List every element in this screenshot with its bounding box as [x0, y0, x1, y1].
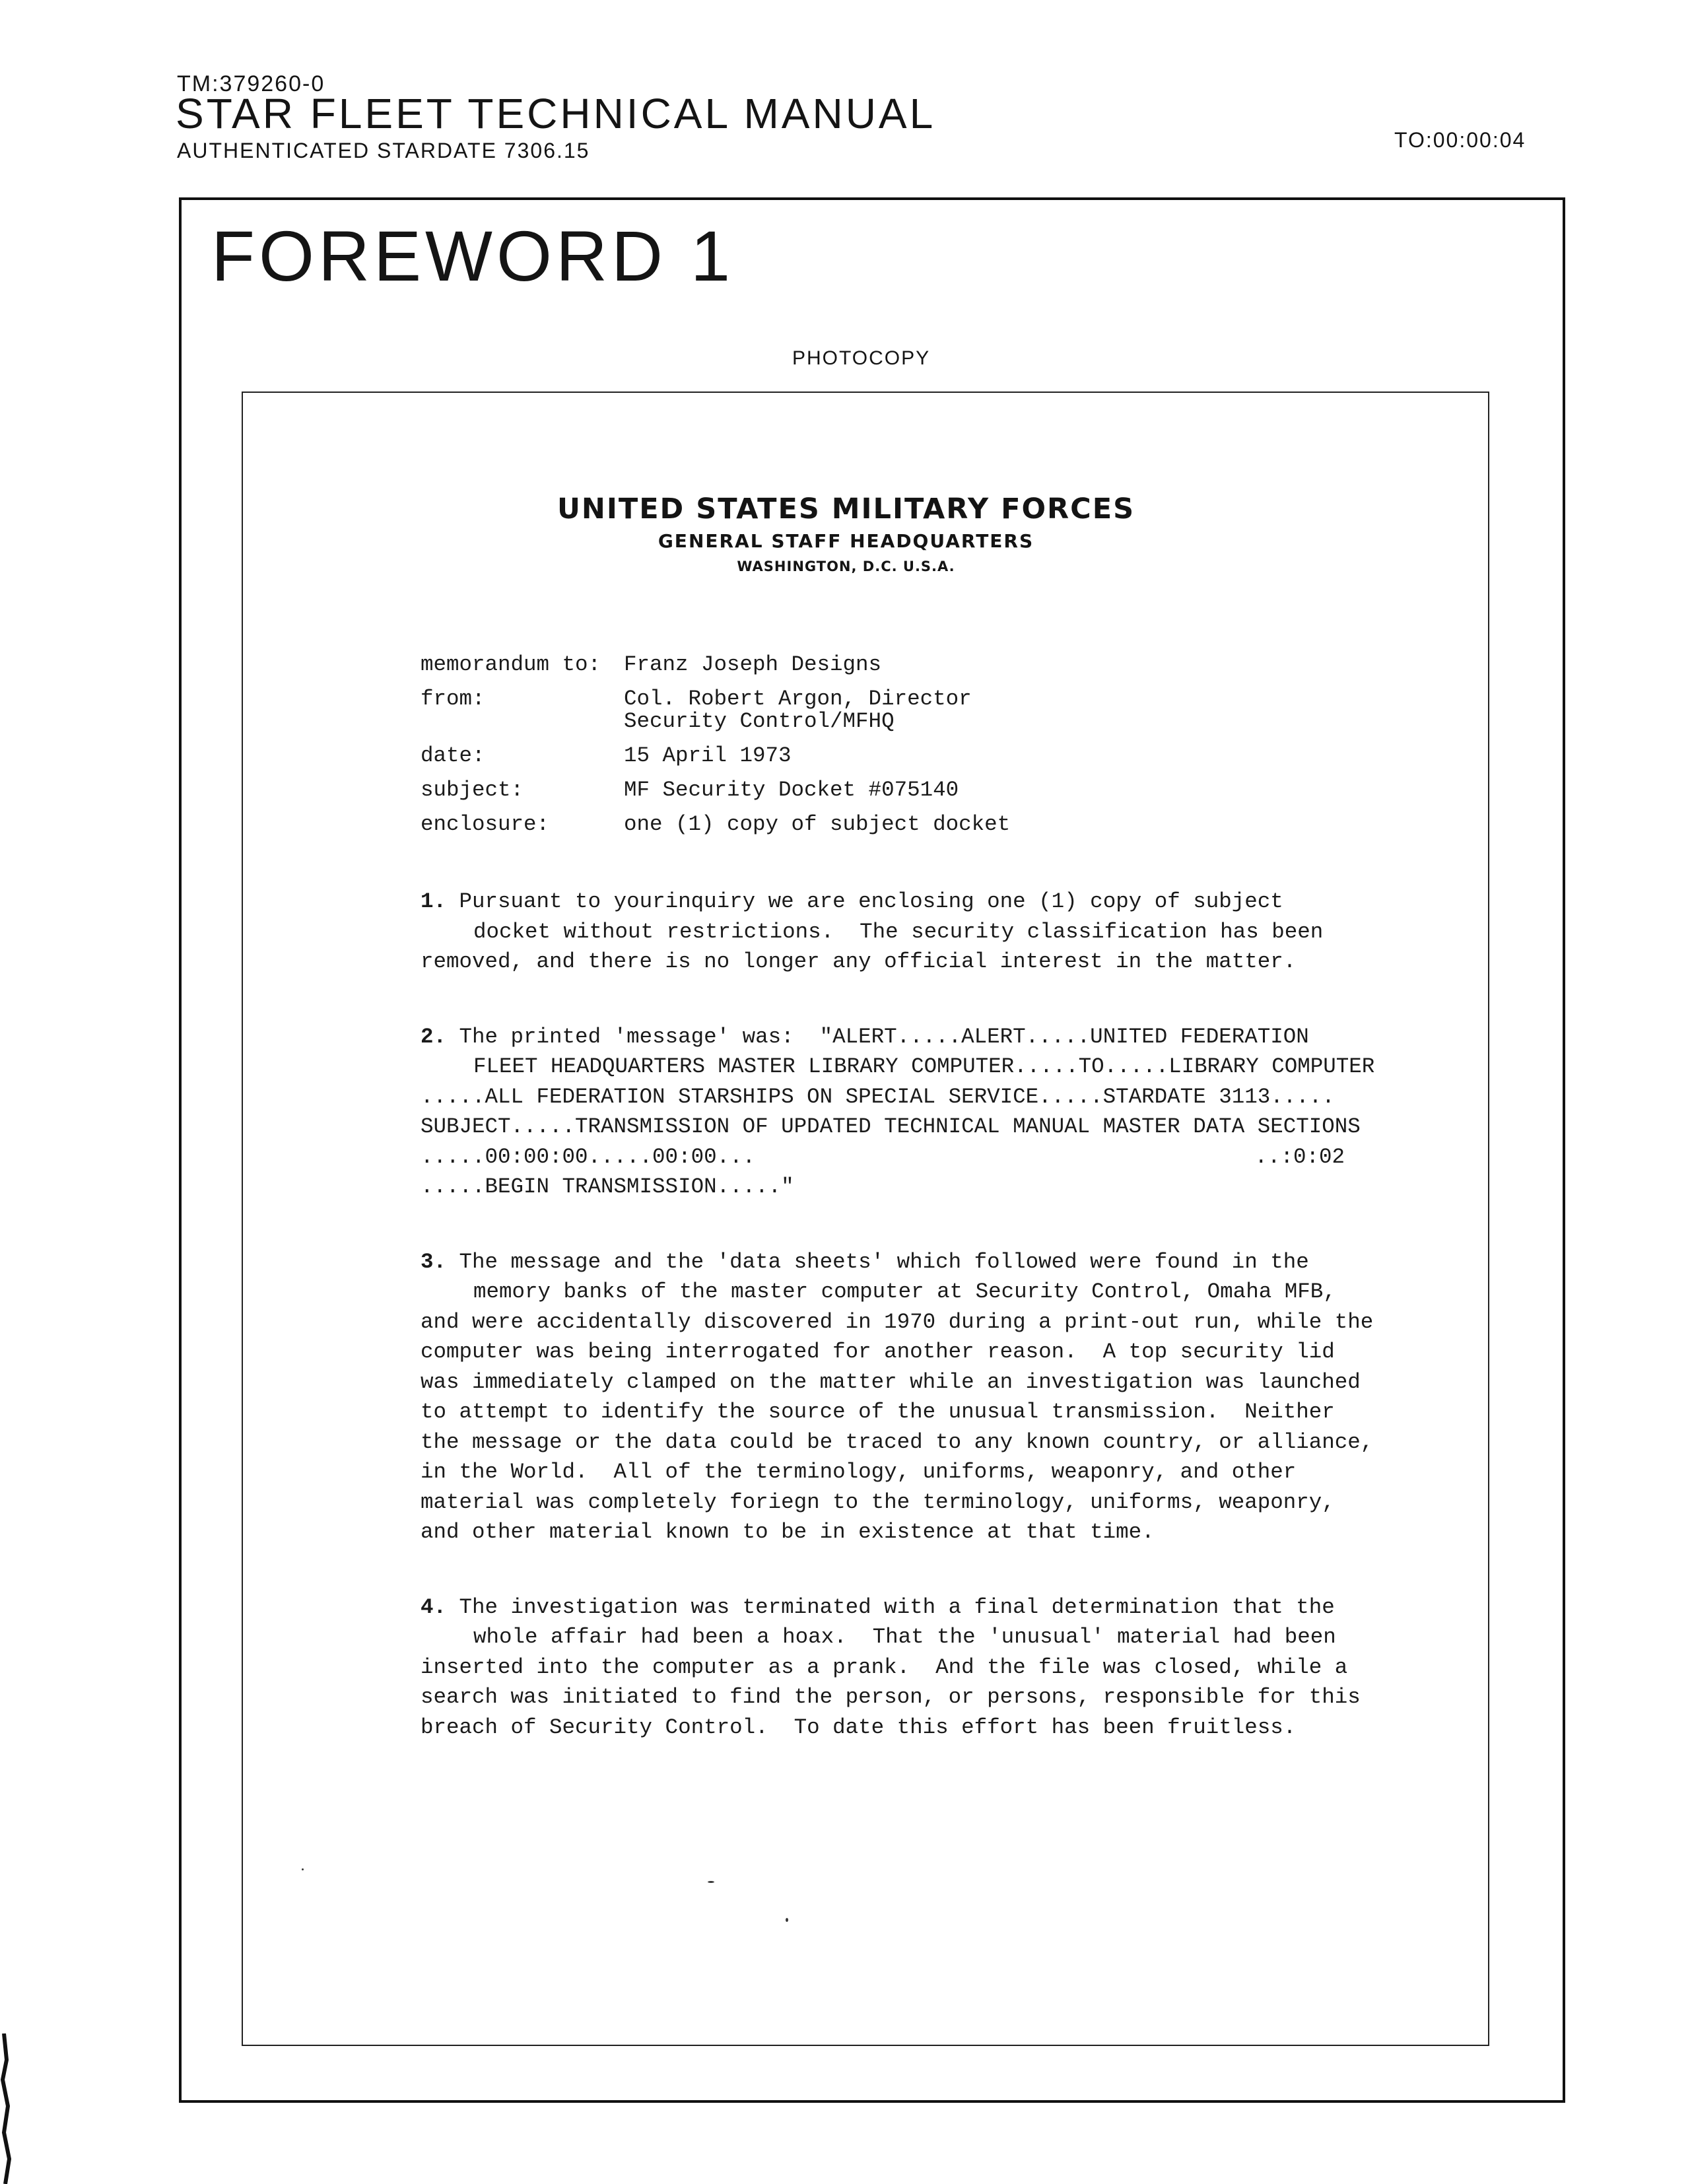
paragraph-text: The investigation was terminated with a final determination that the — [459, 1594, 1335, 1620]
letterhead-org: UNITED STATES MILITARY FORCES — [557, 493, 1135, 526]
photocopy-label: PHOTOCOPY — [792, 347, 931, 369]
paragraph-line: search was initiated to find the person, or persons, responsible for this — [421, 1685, 1361, 1709]
scan-speck — [708, 1881, 714, 1883]
memo-label: memorandum to: — [421, 652, 601, 677]
paragraph-text: Pursuant to yourinquiry we are enclosing one (1) copy of subject — [459, 889, 1283, 914]
paragraph-3 — [421, 1247, 1450, 1548]
paragraph-line: to attempt to identify the source of the unusual transmission. Neither — [421, 1400, 1335, 1424]
paragraph-line: computer was being interrogated for another reason. A top security lid — [421, 1340, 1335, 1364]
paragraph-line: .....BEGIN TRANSMISSION....." — [421, 1175, 794, 1199]
memo-value: Franz Joseph Designs — [624, 652, 882, 677]
paragraph-line: the message or the data could be traced to any known country, or alliance, — [421, 1429, 1374, 1454]
paragraph-line: whole affair had been a hoax. That the 'unusual' material had been — [473, 1625, 1336, 1649]
paragraph-number: 2. — [421, 1024, 447, 1049]
paragraph-line: and were accidentally discovered in 1970 during a print-out run, while the — [421, 1309, 1374, 1334]
time-code: TO:00:00:04 — [1394, 128, 1526, 152]
timecode-left: .....00:00:00.....00:00... — [421, 1144, 756, 1169]
scan-speck — [786, 1918, 788, 1922]
memo-value: MF Security Docket #075140 — [624, 778, 959, 802]
paragraph-line: memory banks of the master computer at Security Control, Omaha MFB, — [473, 1280, 1336, 1304]
paragraph-number: 4. — [421, 1594, 447, 1620]
memo-row-date — [421, 745, 1010, 767]
paragraph-line: in the World. All of the terminology, uniforms, weaponry, and other — [421, 1460, 1297, 1484]
letterhead-location: WASHINGTON, D.C. U.S.A. — [737, 559, 955, 574]
paragraph-text: The printed 'message' was: "ALERT.....ALERT.....UNITED FEDERATION — [459, 1024, 1309, 1049]
memo-label: date: — [421, 743, 485, 768]
paragraph-number: 1. — [421, 889, 447, 914]
paragraph-line: material was completely foriegn to the terminology, uniforms, weaponry, — [421, 1489, 1335, 1515]
memo-row-subject — [421, 779, 1010, 802]
manual-code: TM:379260-0 — [177, 71, 325, 96]
timecode-right: ..:0:02 — [1254, 1144, 1345, 1169]
authentication-stardate: AUTHENTICATED STARDATE 7306.15 — [177, 139, 590, 162]
paragraph-first-line — [421, 1247, 1450, 1278]
memo-row-to — [421, 654, 1010, 676]
memo-label: from: — [421, 687, 485, 711]
memo-value: one (1) copy of subject docket — [624, 812, 1011, 836]
memo-value: 15 April 1973 — [624, 743, 792, 768]
timecode-line — [421, 1142, 1345, 1173]
paragraph-line: and other material known to be in existence at that time. — [421, 1520, 1155, 1544]
manual-title: STAR FLEET TECHNICAL MANUAL — [176, 90, 936, 137]
scan-speck — [302, 1868, 304, 1870]
memo-value: Col. Robert Argon, Director Security Control/MFHQ — [624, 687, 972, 734]
letterhead-dept: GENERAL STAFF HEADQUARTERS — [658, 530, 1034, 552]
memo-label: subject: — [421, 778, 524, 802]
memo-body — [421, 887, 1450, 1787]
paragraph-2 — [421, 1022, 1450, 1202]
paragraph-1 — [421, 887, 1450, 977]
paragraph-line: .....ALL FEDERATION STARSHIPS ON SPECIAL SERVICE.....STARDATE 3113..... — [421, 1084, 1335, 1109]
paragraph-first-line — [421, 887, 1450, 917]
paragraph-line: was immediately clamped on the matter while an investigation was launched — [421, 1369, 1361, 1394]
paragraph-number: 3. — [421, 1249, 447, 1274]
paragraph-line: FLEET HEADQUARTERS MASTER LIBRARY COMPUTER.....TO.....LIBRARY COMPUTER — [473, 1054, 1375, 1079]
scan-margin-mark — [0, 2033, 15, 2184]
memo-header — [421, 654, 1010, 848]
paragraph-line: SUBJECT.....TRANSMISSION OF UPDATED TECHNICAL MANUAL MASTER DATA SECTIONS — [421, 1114, 1361, 1139]
memo-row-from — [421, 688, 1010, 733]
paragraph-line: removed, and there is no longer any official interest in the matter. — [421, 949, 1297, 974]
section-title: FOREWORD 1 — [211, 216, 735, 296]
paragraph-line: breach of Security Control. To date this effort has been fruitless. — [421, 1715, 1297, 1740]
paragraph-first-line — [421, 1022, 1450, 1052]
letterhead — [0, 490, 1692, 578]
paragraph-text: The message and the 'data sheets' which followed were found in the — [459, 1249, 1309, 1274]
paragraph-line: inserted into the computer as a prank. And the file was closed, while a — [421, 1655, 1348, 1680]
paragraph-4 — [421, 1592, 1450, 1743]
paragraph-first-line — [421, 1592, 1450, 1623]
memo-row-enclosure — [421, 813, 1010, 836]
paragraph-line: docket without restrictions. The security classification has been — [473, 919, 1324, 944]
memo-label: enclosure: — [421, 812, 550, 836]
